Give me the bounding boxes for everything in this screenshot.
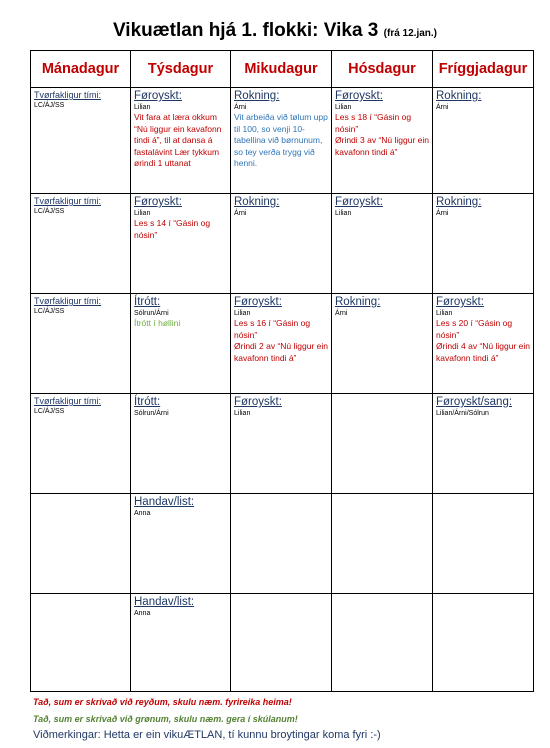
- schedule-cell: [332, 494, 433, 594]
- subject-label: Rokning:: [335, 296, 381, 308]
- schedule-cell: [433, 594, 534, 692]
- schedule-cell: [231, 394, 332, 494]
- schedule-cell: [31, 194, 131, 294]
- homework-note: Les s 16 í “Gásin og nósin”: [234, 318, 311, 340]
- title-text: Vikuætlan hjá 1. flokki: Vika 3: [112, 20, 379, 41]
- teacher-label: Árni: [436, 104, 449, 111]
- schedule-row: [31, 194, 534, 294]
- schedule-row: [31, 294, 534, 394]
- subject-label: Føroyskt:: [335, 196, 383, 208]
- schedule-cell: [433, 394, 534, 494]
- schedule-table: [30, 50, 534, 692]
- day-header: Mikudagur: [231, 51, 332, 88]
- schedule-body: [31, 88, 534, 692]
- day-header: Týsdagur: [131, 51, 231, 88]
- subject-label: Rokning:: [234, 196, 280, 208]
- schedule-row: [31, 88, 534, 194]
- teacher-label: LC/ÁJ/SS: [34, 408, 65, 415]
- schedule-cell: [433, 88, 534, 194]
- teacher-label: Anna: [134, 610, 151, 617]
- subject-label: Rokning:: [436, 196, 482, 208]
- teacher-label: Árni: [234, 104, 247, 111]
- schedule-cell: [433, 294, 534, 394]
- homework-note: Ørindi 4 av “Nú liggur ein kavafonn tindi á”: [436, 341, 531, 363]
- schedule-cell: [332, 594, 433, 692]
- teacher-label: Lilian: [234, 310, 251, 317]
- homework-note: Ørindi 3 av “Nú liggur ein kavafonn tindi á”: [335, 135, 430, 157]
- subject-label: Føroyskt/sang:: [436, 396, 513, 408]
- subject-label: Handav/list:: [134, 596, 195, 608]
- schedule-cell: [332, 394, 433, 494]
- teacher-label: Anna: [134, 510, 151, 517]
- subject-label: Føroyskt:: [436, 296, 484, 308]
- footer-note-green: Tað, sum er skrivað við grønum, skulu næm. gera í skúlanum!: [33, 714, 298, 724]
- subject-label: Rokning:: [234, 90, 280, 102]
- subject-label: Ítrótt:: [134, 396, 161, 408]
- subject-label: Tvørfakligur tími:: [34, 196, 102, 206]
- subject-label: Føroyskt:: [134, 90, 182, 102]
- schedule-cell: [131, 88, 231, 194]
- teacher-label: Árni: [436, 210, 449, 217]
- teacher-label: Árni: [335, 310, 348, 317]
- teacher-label: Lilian: [234, 410, 251, 417]
- teacher-label: Lilian: [335, 104, 352, 111]
- schedule-cell: [131, 494, 231, 594]
- schedule-cell: [31, 394, 131, 494]
- subject-label: Tvørfakligur tími:: [34, 396, 102, 406]
- schedule-cell: [433, 494, 534, 594]
- schedule-cell: [231, 194, 332, 294]
- day-header: Fríggjadagur: [433, 51, 534, 88]
- homework-note: Les s 14 í “Gásin og nósin”: [134, 218, 211, 240]
- subject-label: Handav/list:: [134, 496, 195, 508]
- homework-note: Les s 20 í “Gásin og nósin”: [436, 318, 513, 340]
- subject-label: Føroyskt:: [234, 296, 282, 308]
- homework-note: Ítrótt í høllini: [134, 318, 181, 328]
- schedule-cell: [231, 294, 332, 394]
- day-header: Mánadagur: [31, 51, 131, 88]
- schedule-row: [31, 494, 534, 594]
- day-header: Hósdagur: [332, 51, 433, 88]
- subject-label: Rokning:: [436, 90, 482, 102]
- homework-note: Ørindi 2 av “Nú liggur ein kavafonn tindi á”: [234, 341, 329, 363]
- teacher-label: LC/ÁJ/SS: [34, 208, 65, 215]
- teacher-label: Lilian: [335, 210, 352, 217]
- teacher-label: Sólrun/Árni: [134, 310, 169, 317]
- schedule-row: [31, 594, 534, 692]
- schedule-cell: [131, 294, 231, 394]
- schedule-cell: [131, 194, 231, 294]
- schedule-cell: [131, 594, 231, 692]
- subject-label: Tvørfakligur tími:: [34, 90, 102, 100]
- footer-note-red: Tað, sum er skrivað við reyðum, skulu næm. fyrireika heima!: [33, 697, 292, 707]
- schedule-cell: [31, 494, 131, 594]
- footer-remark: Viðmerkingar: Hetta er ein vikuÆTLAN, tí kunnu broytingar koma fyri :-): [33, 729, 381, 741]
- page-title: [0, 20, 550, 42]
- schedule-cell: [433, 194, 534, 294]
- schedule-row: [31, 394, 534, 494]
- subject-label: Tvørfakligur tími:: [34, 296, 102, 306]
- teacher-label: Lilian: [134, 210, 151, 217]
- teacher-label: LC/ÁJ/SS: [34, 102, 65, 109]
- subject-label: Føroyskt:: [234, 396, 282, 408]
- schedule-cell: [31, 294, 131, 394]
- teacher-label: LC/ÁJ/SS: [34, 308, 65, 315]
- schedule-cell: [332, 294, 433, 394]
- title-date: (frá 12.jan.): [383, 28, 438, 39]
- subject-label: Ítrótt:: [134, 296, 161, 308]
- schedule-cell: [231, 88, 332, 194]
- schedule-cell: [31, 88, 131, 194]
- teacher-label: Lilian: [134, 104, 151, 111]
- subject-label: Føroyskt:: [335, 90, 383, 102]
- homework-note: Les s 18 í “Gásin og nósin”: [335, 112, 412, 134]
- teacher-label: Árni: [234, 210, 247, 217]
- homework-note: Vit fara at læra okkum “Nú liggur ein kavafonn tindi á”, til at dansa á fastalávint Lær tykkum ørindi 1 uttanat: [134, 112, 222, 168]
- teacher-label: Sólrun/Árni: [134, 410, 169, 417]
- schedule-cell: [131, 394, 231, 494]
- schedule-cell: [231, 594, 332, 692]
- schedule-cell: [332, 194, 433, 294]
- teacher-label: Lilian: [436, 310, 453, 317]
- schedule-cell: [31, 594, 131, 692]
- teacher-label: Lilian/Árni/Sólrun: [436, 410, 489, 417]
- subject-label: Føroyskt:: [134, 196, 182, 208]
- schedule-cell: [231, 494, 332, 594]
- schedule-cell: [332, 88, 433, 194]
- homework-note: Vit arbeiða við tølum upp til 100, so venji 10-tabellina við børnunum, so tey verða trygg við henni.: [234, 112, 328, 168]
- header-row: [31, 51, 534, 88]
